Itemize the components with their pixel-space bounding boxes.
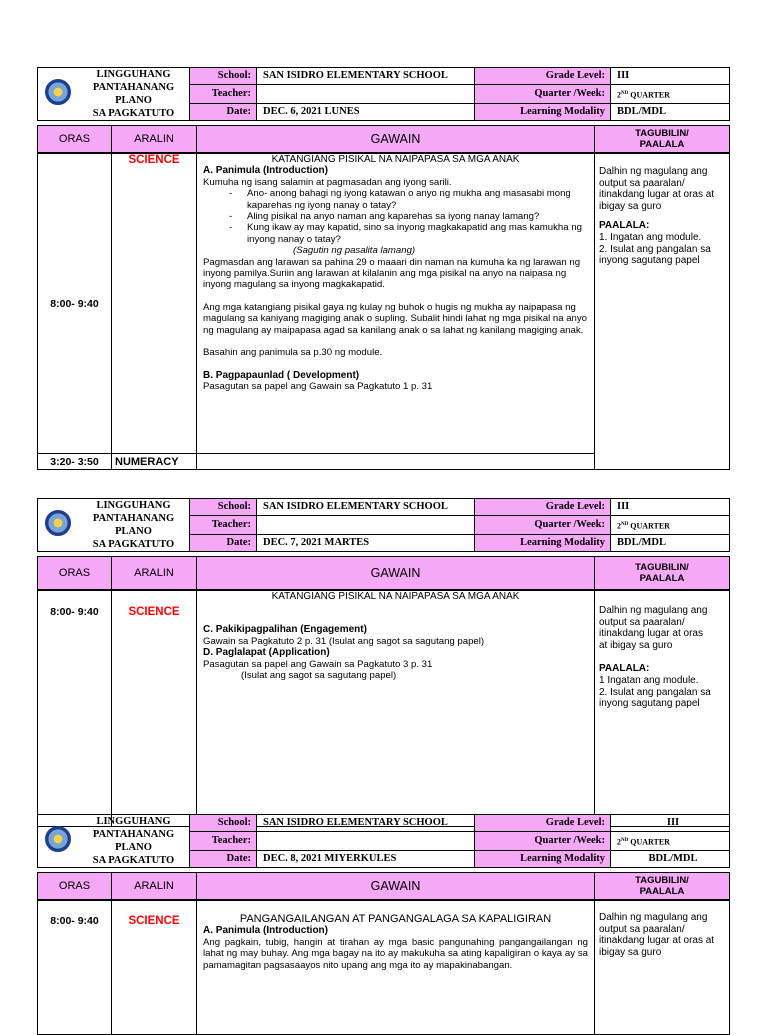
list-item: - Ano- anong bahagi ng iyong katawan o anyo ng mukha ang masasabi mong kaparehas ng iyong nanay o tatay? <box>247 188 588 211</box>
column-headers <box>37 556 730 590</box>
tagubilin-header: TAGUBILIN/ PAALALA <box>595 126 730 153</box>
plan-header <box>37 67 730 121</box>
quarter-value: 2ND QUARTER <box>611 84 730 103</box>
lesson-title: KATANGIANG PISIKAL NA NAIPAPASA SA MGA ANAK <box>271 591 520 602</box>
modality-value: BDL/MDL <box>611 534 730 551</box>
paragraph: Pagmasdan ang larawan sa pahina 29 o maaari din naman na kumuha ka ng larawan ng inyong pamilya.Suriin ang larawan at kilalanin ang mga pisikal na anyo na naipasa ng inyong magulang sa inyong magkakapatid. <box>203 256 581 291</box>
gawain-header: GAWAIN <box>197 873 595 900</box>
tagubilin-content <box>595 591 730 827</box>
plan-header <box>37 498 730 552</box>
subject-label: NUMERACY <box>112 454 197 470</box>
aralin-header: ARALIN <box>112 126 197 153</box>
list-item: - Kung ikaw ay may kapatid, sino sa inyong magkakapatid ang mas kamukha ng inyong nanay o tatay? <box>247 222 588 245</box>
teacher-label: Teacher: <box>190 84 257 103</box>
paragraph: Dalhin ng magulang ang output sa paaralan/ itinakdang lugar at oras at ibigay sa guro <box>599 605 708 651</box>
deped-seal-icon <box>45 510 71 536</box>
grade-label: Grade Level: <box>475 815 611 832</box>
paragraph: Pasagutan sa papel ang Gawain sa Pagkatuto 3 p. 31 <box>203 658 433 670</box>
section-heading: A. Panimula (Introduction) <box>203 925 328 937</box>
teacher-label: Teacher: <box>190 831 257 850</box>
subject-label: SCIENCE <box>112 154 197 454</box>
grade-label: Grade Level: <box>475 499 611 516</box>
date-value: DEC. 7, 2021 MARTES <box>257 534 475 551</box>
deped-seal-icon <box>45 79 71 105</box>
time-slot: 8:00- 9:40 <box>38 154 112 454</box>
school-label: School: <box>190 68 257 85</box>
grade-value: III <box>611 815 730 832</box>
oras-header: ORAS <box>38 557 112 590</box>
lesson-title: PANGANGAILANGAN AT PANGANGALAGA SA KAPALIGIRAN <box>239 913 552 925</box>
paragraph: Ang pagkain, tubig, hangin at tirahan ay mga basic pangunahing pangangailangan ng lahat ng may buhay. Ang mga bagay na ito ay makukuha sa ating kapaligiran o kaya ay sa pamamagitan pagsasaayos nito upang ang mga ito ay mapakinabangan. <box>203 936 588 971</box>
modality-label: Learning Modality <box>475 534 611 551</box>
tagubilin-header: TAGUBILIN/ PAALALA <box>595 873 730 900</box>
quarter-value: 2ND QUARTER <box>611 831 730 850</box>
time-slot: 8:00- 9:40 <box>38 591 112 827</box>
quarter-label: Quarter /Week: <box>475 84 611 103</box>
plan-header <box>37 814 730 868</box>
school-label: School: <box>190 815 257 832</box>
question-list <box>203 188 588 245</box>
tagubilin-content <box>595 901 730 1035</box>
plan-body <box>37 153 730 470</box>
tagubilin-content <box>595 154 730 470</box>
date-label: Date: <box>190 850 257 867</box>
modality-label: Learning Modality <box>475 103 611 120</box>
lesson-plan-3 <box>37 814 730 1035</box>
school-value: SAN ISIDRO ELEMENTARY SCHOOL <box>257 815 475 832</box>
paragraph: Gawain sa Pagkatuto 2 p. 31 (Isulat ang sagot sa sagutang papel) <box>203 635 485 647</box>
lesson-plan-1 <box>37 67 730 470</box>
note: (Sagutin ng pasalita lamang) <box>293 245 416 257</box>
list-item: 2. Isulat ang pangalan sa inyong sagutang papel <box>599 243 711 267</box>
teacher-value <box>257 515 475 534</box>
section-heading: A. Panimula (Introduction) <box>203 165 328 177</box>
date-value: DEC. 8, 2021 MIYERKULES <box>257 850 475 867</box>
date-label: Date: <box>190 103 257 120</box>
section-heading: D. Paglalapat (Application) <box>203 647 330 659</box>
gawain-content <box>197 154 595 454</box>
column-headers <box>37 872 730 900</box>
deped-seal-icon <box>45 826 71 852</box>
gawain-content <box>197 901 595 1035</box>
gawain-header: GAWAIN <box>197 557 595 590</box>
teacher-label: Teacher: <box>190 515 257 534</box>
modality-label: Learning Modality <box>475 850 611 867</box>
plan-title: LINGGUHANG PANTAHANANG PLANO SA PAGKATUTO <box>92 816 175 866</box>
gawain-header: GAWAIN <box>197 126 595 153</box>
time-slot: 3:20- 3:50 <box>38 454 112 470</box>
list-item: 1. Ingatan ang module. <box>599 231 702 243</box>
plan-body <box>37 590 730 827</box>
list-item: 1 Ingatan ang module. <box>599 674 699 686</box>
tagubilin-header: TAGUBILIN/ PAALALA <box>595 557 730 590</box>
lesson-title: KATANGIANG PISIKAL NA NAIPAPASA SA MGA ANAK <box>271 154 520 165</box>
date-label: Date: <box>190 534 257 551</box>
school-value: SAN ISIDRO ELEMENTARY SCHOOL <box>257 499 475 516</box>
aralin-header: ARALIN <box>112 557 197 590</box>
school-label: School: <box>190 499 257 516</box>
section-heading: B. Pagpapaunlad ( Development) <box>203 369 360 381</box>
list-item: 2. Isulat ang pangalan sa inyong sagutang papel <box>599 686 711 710</box>
modality-value: BDL/MDL <box>611 103 730 120</box>
paragraph: Ang mga katangiang pisikal gaya ng kulay ng buhok o hugis ng mukha ay naipapasa ng magulang sa kaniyang magiging anak o supling. Subalit hindi lahat ng mga pisikal na anyo ng magulang ay maipapasa agad sa kanilang anak o sa lahat ng kanilang magiging anak. <box>203 301 588 336</box>
paragraph: Pasagutan sa papel ang Gawain sa Pagkatuto 1 p. 31 <box>203 380 433 392</box>
paragraph: Dalhin ng magulang ang output sa paaralan/ itinakdang lugar at oras at ibigay sa guro <box>599 912 715 958</box>
grade-label: Grade Level: <box>475 68 611 85</box>
quarter-label: Quarter /Week: <box>475 515 611 534</box>
paragraph: Basahin ang panimula sa p.30 ng module. <box>203 347 383 359</box>
grade-value: III <box>611 499 730 516</box>
time-slot: 8:00- 9:40 <box>38 901 112 1035</box>
column-headers <box>37 125 730 153</box>
paragraph: Dalhin ng magulang ang output sa paaralan/ itinakdang lugar at oras at ibigay sa guro <box>599 166 715 212</box>
plan-body <box>37 900 730 1035</box>
list-item: - Aling pisikal na anyo naman ang kaparehas sa iyong nanay lamang? <box>247 211 588 222</box>
oras-header: ORAS <box>38 873 112 900</box>
modality-value: BDL/MDL <box>611 850 730 867</box>
quarter-label: Quarter /Week: <box>475 831 611 850</box>
paragraph: (Isulat ang sagot sa sagutang papel) <box>241 670 397 682</box>
quarter-value: 2ND QUARTER <box>611 515 730 534</box>
paalala-title: PAALALA: <box>599 220 650 232</box>
aralin-header: ARALIN <box>112 873 197 900</box>
plan-title: LINGGUHANG PANTAHANANG PLANO SA PAGKATUTO <box>92 69 175 119</box>
section-heading: C. Pakikipagpalihan (Engagement) <box>203 624 367 636</box>
school-value: SAN ISIDRO ELEMENTARY SCHOOL <box>257 68 475 85</box>
grade-value: III <box>611 68 730 85</box>
gawain-content <box>197 591 595 827</box>
paragraph: Kumuha ng isang salamin at pagmasadan ang iyong sarili. <box>203 176 452 188</box>
teacher-value <box>257 84 475 103</box>
subject-label: SCIENCE <box>112 591 197 827</box>
date-value: DEC. 6, 2021 LUNES <box>257 103 475 120</box>
lesson-plan-2 <box>37 498 730 827</box>
subject-label: SCIENCE <box>112 901 197 1035</box>
plan-title: LINGGUHANG PANTAHANANG PLANO SA PAGKATUTO <box>92 500 175 550</box>
oras-header: ORAS <box>38 126 112 153</box>
teacher-value <box>257 831 475 850</box>
paalala-title: PAALALA: <box>599 663 650 675</box>
